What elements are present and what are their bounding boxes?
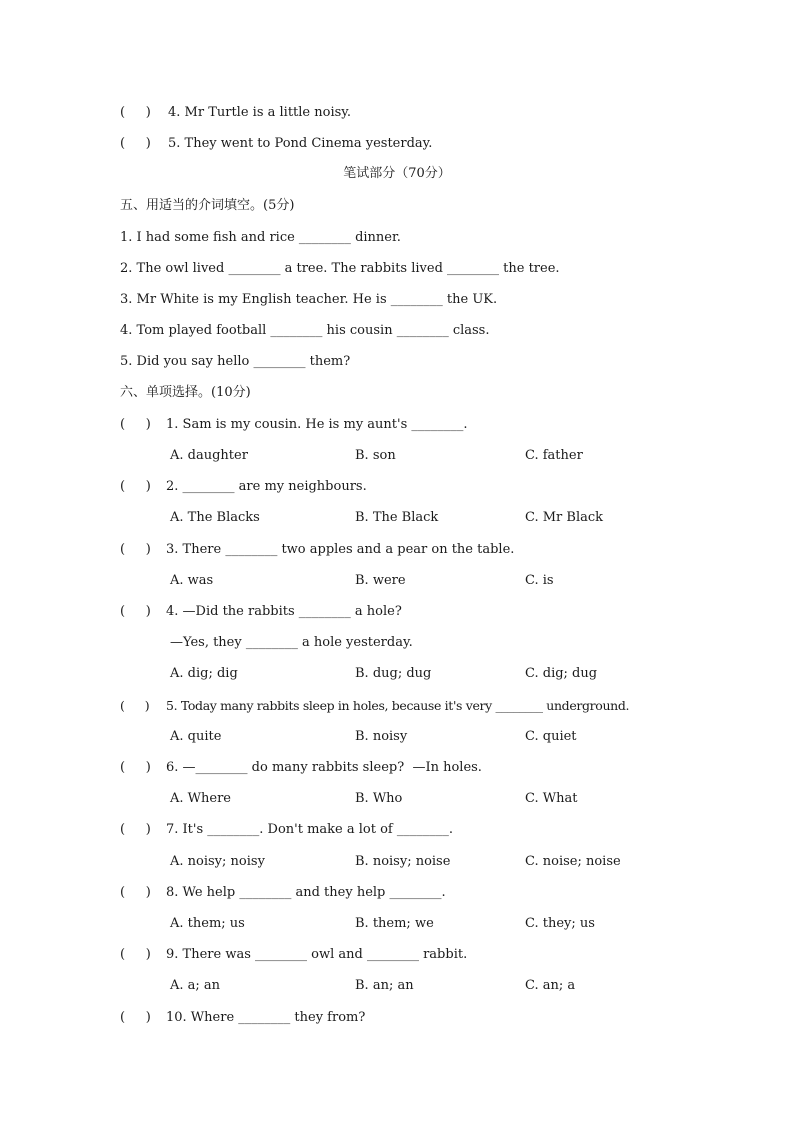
fill-item-3: 3. Mr White is my English teacher. He is ________ the UK. <box>120 292 498 307</box>
question-4 <box>120 603 402 621</box>
option-b: B. an; an <box>355 978 414 993</box>
answer-paren[interactable]: ( ) <box>120 1010 151 1025</box>
question-9 <box>120 946 467 964</box>
option-c: C. quiet <box>525 729 577 744</box>
option-b: B. son <box>355 448 396 463</box>
question-4-reply: —Yes, they ________ a hole yesterday. <box>170 635 413 650</box>
option-a: A. them; us <box>170 916 245 931</box>
option-a: A. was <box>170 573 214 588</box>
option-c: C. an; a <box>525 978 576 993</box>
option-a: A. daughter <box>170 448 248 463</box>
option-a: A. noisy; noisy <box>170 854 265 869</box>
question-text: 6. —________ do many rabbits sleep? —In holes. <box>166 760 482 775</box>
question-1 <box>120 416 468 434</box>
option-b: B. noisy; noise <box>355 854 451 869</box>
listening-item-5 <box>120 135 432 153</box>
written-section-title: 笔试部分（70分） <box>343 166 451 181</box>
question-5 <box>120 697 629 715</box>
question-3 <box>120 541 514 559</box>
fill-item-2: 2. The owl lived ________ a tree. The rabbits lived ________ the tree. <box>120 261 560 276</box>
answer-paren[interactable]: ( ) <box>120 542 151 557</box>
question-text: 3. There ________ two apples and a pear on the table. <box>166 542 515 557</box>
answer-paren[interactable]: ( ) <box>120 479 151 494</box>
question-8 <box>120 884 446 902</box>
question-text: 10. Where ________ they from? <box>166 1010 366 1025</box>
option-b: B. Who <box>355 791 403 806</box>
listening-item-4 <box>120 104 351 122</box>
answer-paren[interactable]: ( ) <box>120 822 151 837</box>
answer-paren[interactable]: ( ) <box>120 136 151 151</box>
answer-paren[interactable]: ( ) <box>120 105 151 120</box>
option-c: C. What <box>525 791 578 806</box>
option-a: A. a; an <box>170 978 221 993</box>
option-c: C. father <box>525 448 583 463</box>
option-a: A. dig; dig <box>170 666 238 681</box>
section5-heading: 五、用适当的介词填空。(5分) <box>120 198 295 213</box>
option-b: B. were <box>355 573 406 588</box>
option-c: C. Mr Black <box>525 510 604 525</box>
option-a: A. Where <box>170 791 231 806</box>
fill-item-4: 4. Tom played football ________ his cousin ________ class. <box>120 323 490 338</box>
section6-heading: 六、单项选择。(10分) <box>120 385 251 400</box>
question-text: 1. Sam is my cousin. He is my aunt's ________. <box>166 417 468 432</box>
question-text: 5. Today many rabbits sleep in holes, because it's very ________ underground. <box>166 698 630 713</box>
question-10 <box>120 1009 365 1027</box>
option-b: B. dug; dug <box>355 666 432 681</box>
option-c: C. dig; dug <box>525 666 598 681</box>
question-2 <box>120 478 367 496</box>
option-c: C. noise; noise <box>525 854 621 869</box>
answer-paren[interactable]: ( ) <box>120 885 151 900</box>
answer-paren[interactable]: ( ) <box>120 947 151 962</box>
option-b: B. them; we <box>355 916 434 931</box>
question-text: 4. —Did the rabbits ________ a hole? <box>166 604 402 619</box>
question-text: 2. ________ are my neighbours. <box>166 479 367 494</box>
question-text: 8. We help ________ and they help ________. <box>166 885 446 900</box>
option-a: A. The Blacks <box>170 510 260 525</box>
question-7 <box>120 821 453 839</box>
option-a: A. quite <box>170 729 222 744</box>
item-text: 4. Mr Turtle is a little noisy. <box>168 105 352 120</box>
question-text: 7. It's ________. Don't make a lot of ________. <box>166 822 453 837</box>
item-text: 5. They went to Pond Cinema yesterday. <box>168 136 433 151</box>
fill-item-1: 1. I had some fish and rice ________ dinner. <box>120 230 401 245</box>
answer-paren[interactable]: ( ) <box>120 604 151 619</box>
option-b: B. noisy <box>355 729 408 744</box>
option-c: C. is <box>525 573 554 588</box>
question-6 <box>120 759 482 777</box>
question-text: 9. There was ________ owl and ________ rabbit. <box>166 947 468 962</box>
option-b: B. The Black <box>355 510 439 525</box>
answer-paren[interactable]: ( ) <box>120 698 150 713</box>
answer-paren[interactable]: ( ) <box>120 760 151 775</box>
option-c: C. they; us <box>525 916 595 931</box>
answer-paren[interactable]: ( ) <box>120 417 151 432</box>
fill-item-5: 5. Did you say hello ________ them? <box>120 354 351 369</box>
